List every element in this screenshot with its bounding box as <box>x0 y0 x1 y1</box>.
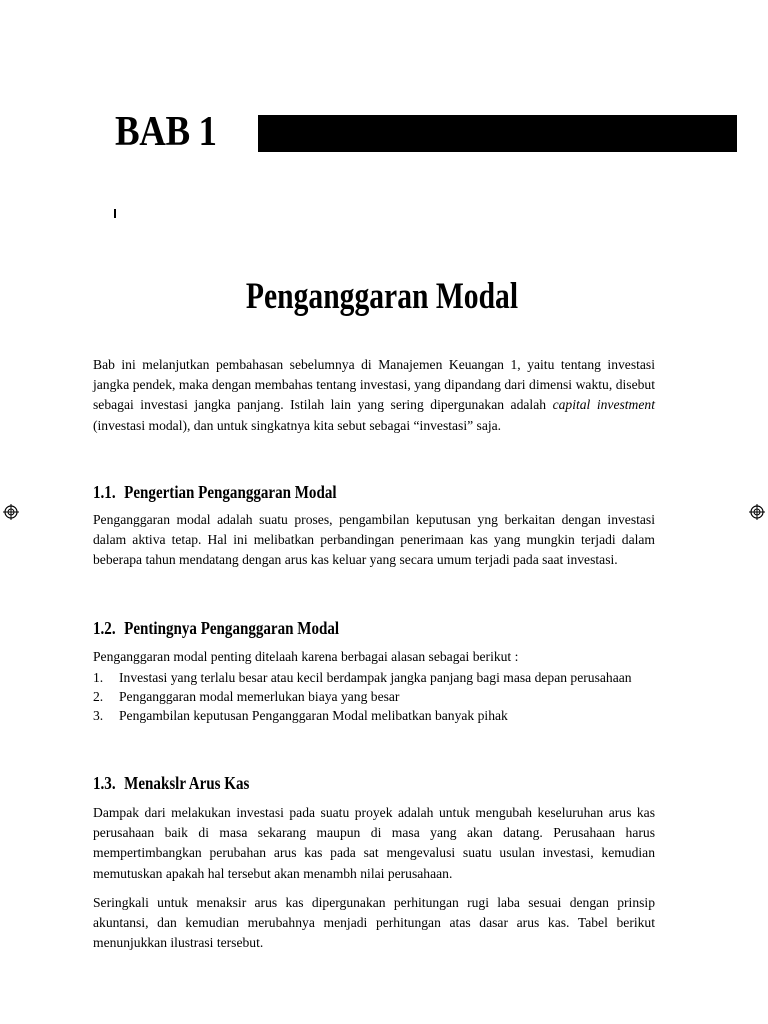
chapter-bar <box>258 115 737 152</box>
list-text: Pengambilan keputusan Penganggaran Modal melibatkan banyak pihak <box>119 708 508 723</box>
section-title-2: Pentingnya Penganggaran Modal <box>124 618 340 638</box>
section-heading-3 <box>93 773 249 794</box>
registration-mark-icon <box>3 504 19 520</box>
list-item <box>93 668 655 687</box>
registration-mark-icon <box>749 504 765 520</box>
section-heading-2 <box>93 618 339 639</box>
list-number: 3. <box>93 708 104 723</box>
section-heading-1 <box>93 482 337 503</box>
chapter-title: Penganggaran Modal <box>245 276 519 317</box>
section-title-1: Pengertian Penganggaran Modal <box>124 482 337 502</box>
list-text: Penganggaran modal memerlukan biaya yang besar <box>119 689 400 704</box>
list-item <box>93 687 655 706</box>
section-body-3b: Seringkali untuk menaksir arus kas dipergunakan perhitungan rugi laba sesuai dengan prinsip akuntansi, dan kemudian merubahnya menjadi perhitungan atas dasar arus kas. Tabel berikut menunjukkan ilustrasi tersebut. <box>93 895 655 951</box>
list-item <box>93 706 655 725</box>
section-body-3: Dampak dari melakukan investasi pada suatu proyek adalah untuk mengubah keseluruhan arus kas perusahaan baik di masa sekarang maupun di masa yang akan datang. Perusahaan harus mempertimbangkan perubahan arus kas pada sat mengevalusi suatu usulan investasi, kemudian memutuskan apakah hal tersebut akan menambh nilai perusahaan. <box>93 805 655 881</box>
section-number-3: 1.3. <box>93 773 116 793</box>
section-body-2: Penganggaran modal penting ditelaah karena berbagai alasan sebagai berikut : <box>93 649 519 664</box>
intro-paragraph <box>93 355 655 436</box>
intro-text-2: (investasi modal), dan untuk singkatnya kita sebut sebagai “investasi” saja. <box>93 417 502 433</box>
intro-text-1: Bab ini melanjutkan pembahasan sebelumnya di Manajemen Keuangan 1, yaitu tentang investasi jangka pendek, maka dengan membahas tentang investasi, yang dipandang dari dimensi waktu, disebut sebagai investasi jangka panjang. Istilah lain yang sering dipergunakan adalah <box>93 357 655 413</box>
section-body-1: Penganggaran modal adalah suatu proses, pengambilan keputusan yng berkaitan dengan investasi dalam aktiva tetap. Hal ini melibatkan perbandingan penerimaan kas yang mungkin terjadi dalam beberapa tahun mendatang dengan arus kas keluar yang secara umum terjadi pada saat investasi. <box>93 512 655 568</box>
list-number: 1. <box>93 670 104 685</box>
list-number: 2. <box>93 689 104 704</box>
section-title-3: Menakslr Arus Kas <box>124 773 250 793</box>
list-text: Investasi yang terlalu besar atau kecil berdampak jangka panjang bagi masa depan perusahaan <box>119 670 632 685</box>
section-number-1: 1.1. <box>93 482 116 502</box>
chapter-label: BAB 1 <box>115 109 217 155</box>
section-number-2: 1.2. <box>93 618 116 638</box>
reasons-list <box>93 668 655 725</box>
tick-mark <box>114 209 116 218</box>
intro-italic: capital investment <box>552 397 655 413</box>
